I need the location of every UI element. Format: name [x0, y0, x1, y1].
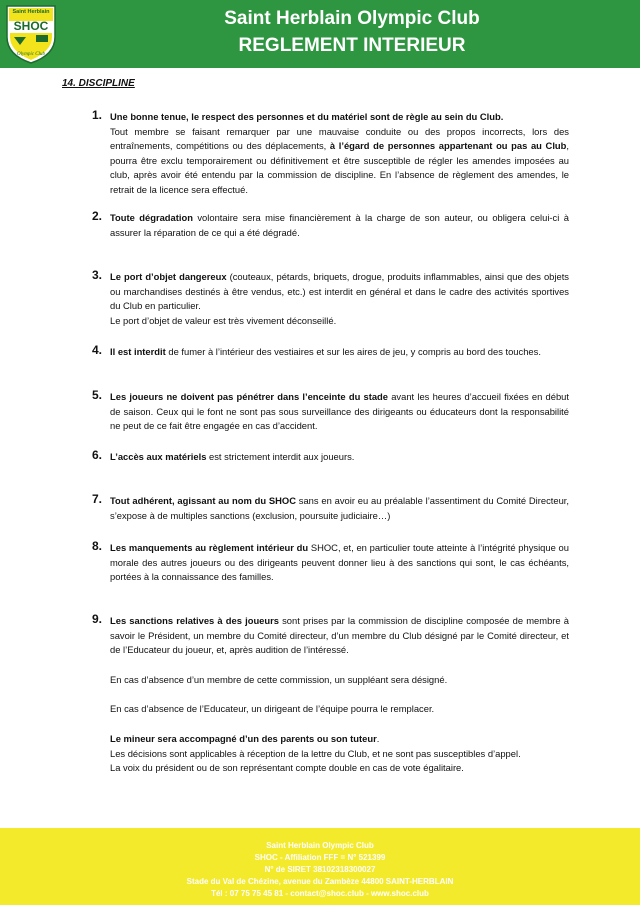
rule-item-6 — [92, 450, 569, 465]
header-club-name: Saint Herblain Olympic Club — [224, 8, 480, 29]
bold-text: à l’égard de personnes appartenant ou pas au Club — [329, 140, 567, 152]
paragraph-spacer — [110, 658, 569, 673]
footer-affiliation: SHOC - Affiliation FFF = N° 521399 — [254, 853, 386, 862]
rule-paragraph — [110, 390, 569, 434]
bold-text: Le mineur sera accompagné d’un des parents ou son tuteur — [110, 732, 377, 744]
text-run: En cas d’absence d’un membre de cette commission, un suppléant sera désigné. — [110, 673, 448, 685]
text-run: . — [376, 732, 380, 744]
bold-text: Une bonne tenue, le respect des personnes et du matériel sont de règle au sein du Club. — [110, 111, 504, 122]
rule-body — [110, 541, 569, 585]
rule-paragraph — [110, 761, 569, 776]
rule-number: 3. — [92, 268, 103, 282]
rule-body — [110, 110, 569, 198]
rule-number: 6. — [92, 448, 103, 462]
paragraph-spacer — [110, 687, 569, 702]
text-run: sont prises par la commission de discipline composée de membre à savoir le Président, un membre du Comité directeur, d’un membre du Club désigné par le Comité directeur, et de l’Educateur du joueur, et, après audition de l’intéressé. — [110, 615, 569, 656]
rule-body — [110, 345, 569, 360]
text-run: Les décisions sont applicables à réception de la lettre du Club, et ne sont pas susceptibles d’appel. — [110, 747, 521, 759]
logo-top-text: Saint Herblain — [12, 9, 50, 15]
bold-text: Toute dégradation — [110, 212, 193, 223]
rule-paragraph — [110, 211, 569, 240]
rule-number: 5. — [92, 388, 103, 402]
rule-paragraph — [110, 614, 569, 658]
rule-paragraph — [110, 702, 569, 717]
logo-name-text: SHOC — [13, 19, 49, 33]
bold-text: Les manquements au règlement intérieur du — [110, 542, 309, 553]
rule-number: 9. — [92, 612, 103, 626]
text-run: En cas d’absence de l’Educateur, un dirigeant de l’équipe pourra le remplacer. — [110, 703, 435, 715]
text-run: sans en avoir eu au préalable l’assentiment du Comité Directeur, s’expose à de multiples sanctions (exclusion, poursuite judiciaire…) — [110, 495, 569, 521]
rule-paragraph — [110, 541, 569, 585]
text-run: SHOC, et, en particulier toute atteinte à l’intégrité physique ou morale des autres joueurs ou des dirigeants peuvent donner lieu à des sanctions qui sont, le cas échéants, portées à la connaissance des familles. — [110, 542, 569, 583]
rule-number: 2. — [92, 209, 103, 223]
rule-item-9 — [92, 614, 569, 776]
rule-number: 1. — [92, 108, 103, 122]
rule-paragraph — [110, 732, 569, 747]
text-run: avant les heures d’accueil fixées en début de saison. Ceux qui le font ne sont pas sous surveillance des dirigeants ou éducateurs dont la responsabilité ne peut de ce fait être engagée en cas d’accident. — [110, 391, 569, 432]
bold-text: Le port d’objet dangereux — [110, 271, 227, 282]
footer-club-name: Saint Herblain Olympic Club — [266, 841, 374, 850]
rule-paragraph — [110, 450, 569, 465]
rule-number: 7. — [92, 492, 103, 506]
text-run: La voix du président ou de son représentant compte double en cas de vote égalitaire. — [110, 762, 464, 774]
rule-paragraph — [110, 125, 569, 198]
rule-paragraph — [110, 110, 569, 125]
logo-bottom-text: Olympic Club — [17, 52, 45, 57]
rule-item-8 — [92, 541, 569, 585]
rule-paragraph — [110, 270, 569, 314]
rule-body — [110, 390, 569, 434]
rule-paragraph — [110, 673, 569, 688]
section-title: 14. DISCIPLINE — [62, 78, 135, 89]
paragraph-spacer — [110, 717, 569, 732]
rule-body — [110, 614, 569, 776]
rule-paragraph — [110, 747, 569, 762]
bold-text: Tout adhérent, agissant au nom du SHOC — [110, 495, 296, 506]
text-run: (couteaux, pétards, briquets, drogue, produits inflammables, ainsi que des objets ou marchandises destinés à être vendus, etc.) est interdit en général et dans le cadre des activités sportives du Club en particulier. — [110, 271, 569, 312]
rule-body — [110, 494, 569, 523]
bold-text: L’accès aux matériels — [110, 451, 207, 462]
rule-paragraph — [110, 345, 569, 360]
page-header — [0, 0, 640, 68]
bold-text: Les joueurs ne doivent pas pénétrer dans l’enceinte du stade — [110, 391, 388, 402]
rule-body — [110, 450, 569, 465]
page-footer — [0, 828, 640, 905]
page-title: REGLEMENT INTERIEUR — [238, 35, 466, 56]
bold-text: Il est interdit — [110, 346, 166, 357]
text-run: de fumer à l’intérieur des vestiaires et sur les aires de jeu, y compris au bord des touches. — [165, 346, 541, 357]
rule-item-5 — [92, 390, 569, 434]
rule-body — [110, 211, 569, 240]
rule-item-7 — [92, 494, 569, 523]
footer-contact: Tél : 07 75 75 45 81 - contact@shoc.club - www.shoc.club — [211, 889, 429, 898]
club-logo — [4, 3, 58, 65]
rule-body — [110, 270, 569, 328]
rule-number: 4. — [92, 343, 103, 357]
text-run: , pourra être exclu temporairement ou définitivement et être susceptible de régler les amendes imposées au club, après avoir été entendu par la commission de discipline. En l’absence de règlement des amendes, le retrait de la licence sera effectué. — [110, 140, 569, 195]
rule-item-2 — [92, 211, 569, 240]
text-run: volontaire sera mise financièrement à la charge de son auteur, ou obligera celui-ci à assurer la réparation de ce qui a été dégradé. — [110, 212, 569, 238]
text-run: Tout membre se faisant remarquer par une mauvaise conduite ou des propos incorrects, lors des entraînements, compétitions ou des déplacements, — [110, 125, 569, 152]
rule-paragraph — [110, 494, 569, 523]
text-run: est strictement interdit aux joueurs. — [206, 451, 355, 462]
bold-text: Les sanctions relatives à des joueurs — [110, 615, 279, 626]
footer-address: Stade du Val de Chézine, avenue du Zambèze 44800 SAINT-HERBLAIN — [186, 877, 454, 886]
rule-item-1 — [92, 110, 569, 198]
rule-item-4 — [92, 345, 569, 360]
footer-siret: N° de SIRET 38102318300027 — [264, 865, 376, 874]
rule-paragraph — [110, 314, 569, 329]
rule-item-3 — [92, 270, 569, 328]
text-run: Le port d’objet de valeur est très vivement déconseillé. — [110, 314, 337, 326]
rule-number: 8. — [92, 539, 103, 553]
